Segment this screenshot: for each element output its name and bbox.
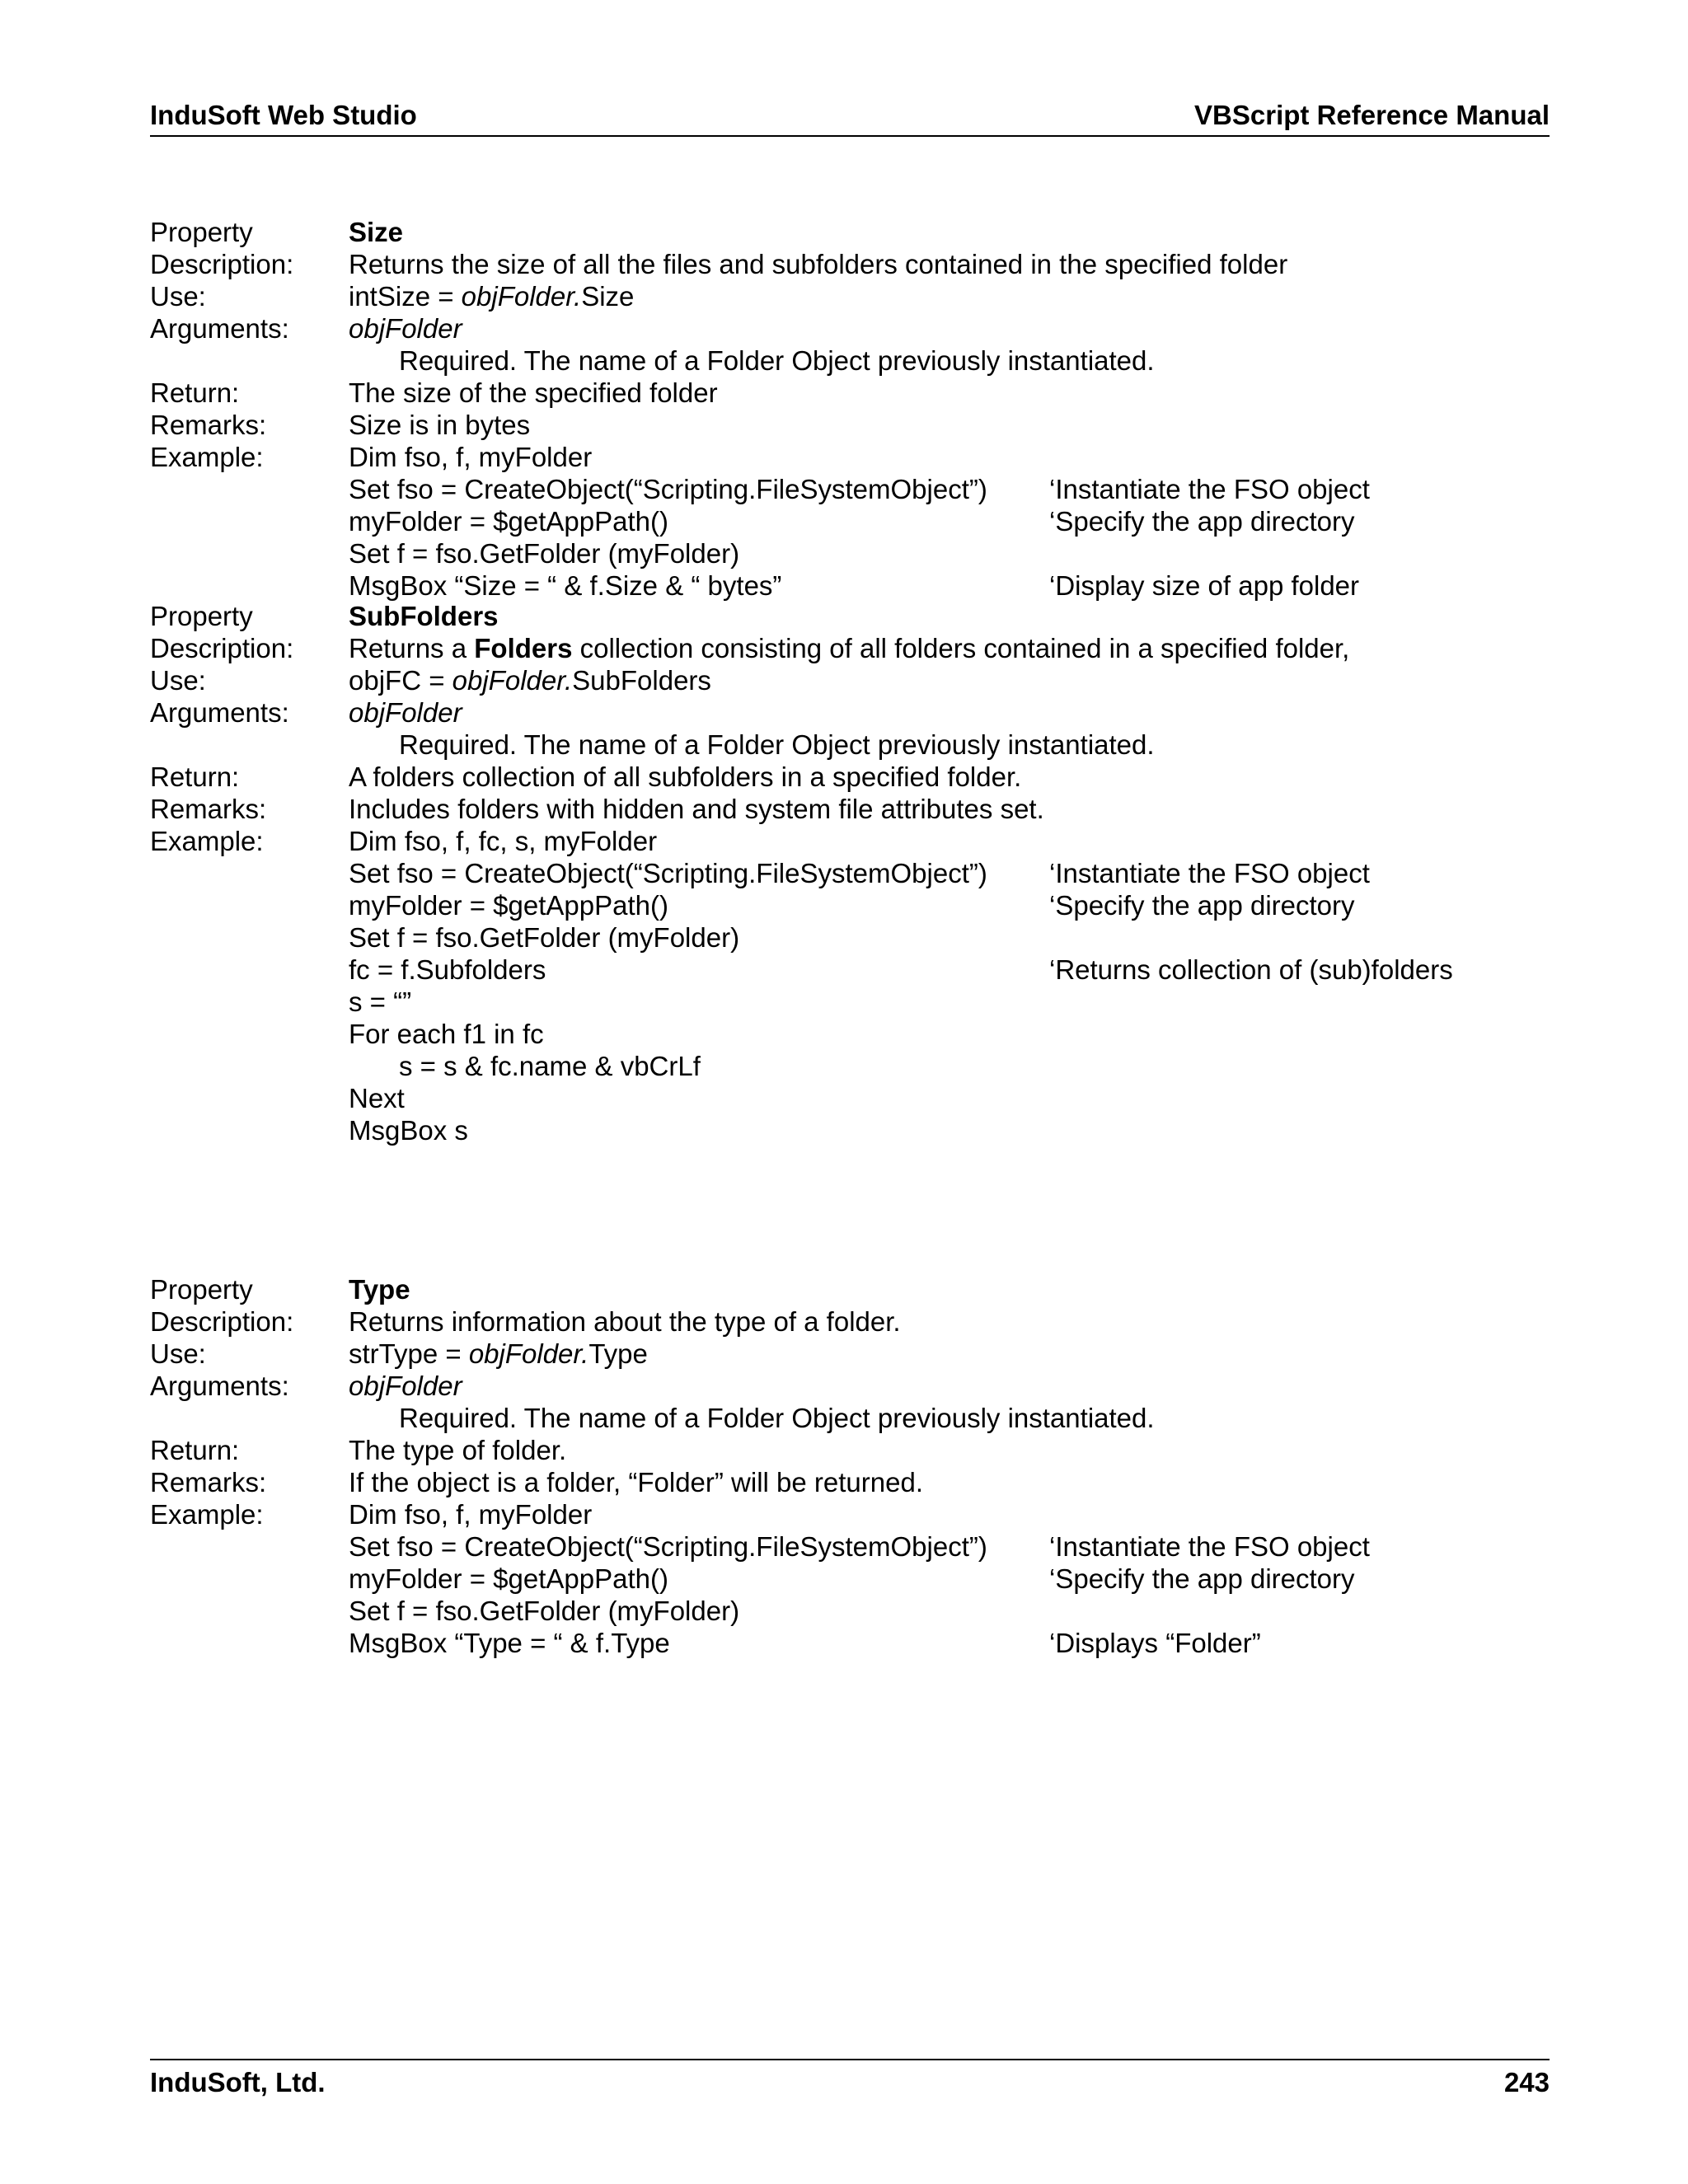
remarks-label: Remarks: <box>150 794 267 824</box>
example-code <box>349 1498 1550 1659</box>
code-line: myFolder = $getAppPath() ‘Specify the app directory <box>349 505 1550 537</box>
code-line: Dim fso, f, myFolder <box>349 442 593 472</box>
remarks-label: Remarks: <box>150 410 267 440</box>
code-comment: ‘Returns collection of (sub)folders <box>1049 954 1453 985</box>
property-entry-type <box>150 1273 1550 1659</box>
code-line: Set fso = CreateObject(“Scripting.FileSystemObject”) ‘Instantiate the FSO object <box>349 473 1550 505</box>
example-code <box>349 441 1550 601</box>
code-comment: ‘Instantiate the FSO object <box>1049 474 1370 504</box>
footer-company: InduSoft, Ltd. <box>150 2067 326 2097</box>
property-name: Size <box>349 217 404 247</box>
code-comment: ‘Displays “Folder” <box>1049 1628 1261 1658</box>
return-text: A folders collection of all subfolders in a specified folder. <box>349 762 1022 792</box>
code-line: s = s & fc.name & vbCrLf <box>399 1051 701 1081</box>
example-label: Example: <box>150 1499 264 1530</box>
code-line: Dim fso, f, fc, s, myFolder <box>349 826 658 856</box>
code-comment: ‘Instantiate the FSO object <box>1049 1531 1370 1562</box>
code-line: Set fso = CreateObject(“Scripting.FileSystemObject”) ‘Instantiate the FSO object <box>349 857 1550 889</box>
header-manual-title: VBScript Reference Manual <box>1194 100 1550 130</box>
page-number: 243 <box>1503 2067 1550 2097</box>
return-label: Return: <box>150 1435 240 1465</box>
code-line: s = “” <box>349 987 412 1017</box>
code-line: For each f1 in fc <box>349 1019 544 1049</box>
property-label: Property <box>150 1274 253 1305</box>
argument-name: objFolder <box>349 1371 462 1401</box>
use-syntax: objFC = objFolder.SubFolders <box>349 665 711 696</box>
page-header <box>150 101 1550 137</box>
return-label: Return: <box>150 762 240 792</box>
code-comment: ‘Specify the app directory <box>1049 890 1355 921</box>
return-text: The type of folder. <box>349 1435 567 1465</box>
description-label: Description: <box>150 1306 294 1337</box>
code-line: fc = f.Subfolders ‘Returns collection of (sub)folders <box>349 954 1550 986</box>
remarks-text: Size is in bytes <box>349 410 531 440</box>
code-line: Set fso = CreateObject(“Scripting.FileSystemObject”) ‘Instantiate the FSO object <box>349 1530 1550 1563</box>
use-syntax: intSize = objFolder.Size <box>349 281 635 312</box>
code-line: Set f = fso.GetFolder (myFolder) <box>349 1596 740 1626</box>
property-label: Property <box>150 217 253 247</box>
arguments-label: Arguments: <box>150 313 289 344</box>
code-line: MsgBox s <box>349 1115 468 1146</box>
use-label: Use: <box>150 1338 206 1369</box>
example-label: Example: <box>150 826 264 856</box>
use-label: Use: <box>150 665 206 696</box>
code-line: Set f = fso.GetFolder (myFolder) <box>349 922 740 953</box>
remarks-text: If the object is a folder, “Folder” will be returned. <box>349 1467 923 1497</box>
page-footer <box>150 2059 1550 2096</box>
code-comment: ‘Specify the app directory <box>1049 506 1355 537</box>
use-label: Use: <box>150 281 206 312</box>
use-syntax: strType = objFolder.Type <box>349 1338 648 1369</box>
code-line: Next <box>349 1083 405 1113</box>
description-label: Description: <box>150 633 294 663</box>
description-label: Description: <box>150 249 294 279</box>
description-text: Returns the size of all the files and subfolders contained in the specified folder <box>349 249 1288 279</box>
property-label: Property <box>150 601 253 631</box>
example-code <box>349 825 1550 1146</box>
code-comment: ‘Display size of app folder <box>1049 570 1360 601</box>
property-entry-subfolders <box>150 600 1550 1146</box>
code-comment: ‘Instantiate the FSO object <box>1049 858 1370 888</box>
header-product-title: InduSoft Web Studio <box>150 100 417 130</box>
code-line: MsgBox “Size = “ & f.Size & “ bytes” ‘Display size of app folder <box>349 569 1550 602</box>
remarks-label: Remarks: <box>150 1467 267 1497</box>
code-comment: ‘Specify the app directory <box>1049 1563 1355 1594</box>
argument-description: Required. The name of a Folder Object previously instantiated. <box>399 345 1155 376</box>
property-name: Type <box>349 1274 410 1305</box>
property-entry-size <box>150 216 1550 601</box>
remarks-text: Includes folders with hidden and system file attributes set. <box>349 794 1044 824</box>
example-label: Example: <box>150 442 264 472</box>
description-text: Returns a Folders collection consisting of all folders contained in a specified folder, <box>349 633 1350 663</box>
code-line: myFolder = $getAppPath() ‘Specify the app directory <box>349 889 1550 921</box>
argument-description: Required. The name of a Folder Object previously instantiated. <box>399 1403 1155 1433</box>
arguments-label: Arguments: <box>150 1371 289 1401</box>
arguments-label: Arguments: <box>150 697 289 728</box>
code-line: myFolder = $getAppPath() ‘Specify the app directory <box>349 1563 1550 1595</box>
code-line: MsgBox “Type = “ & f.Type ‘Displays “Folder” <box>349 1627 1550 1659</box>
argument-name: objFolder <box>349 697 462 728</box>
return-label: Return: <box>150 377 240 408</box>
argument-description: Required. The name of a Folder Object previously instantiated. <box>399 729 1155 760</box>
return-text: The size of the specified folder <box>349 377 718 408</box>
property-name: SubFolders <box>349 601 499 631</box>
code-line: Dim fso, f, myFolder <box>349 1499 593 1530</box>
page-content <box>150 216 1550 1707</box>
code-line: Set f = fso.GetFolder (myFolder) <box>349 538 740 569</box>
description-text: Returns information about the type of a folder. <box>349 1306 901 1337</box>
argument-name: objFolder <box>349 313 462 344</box>
